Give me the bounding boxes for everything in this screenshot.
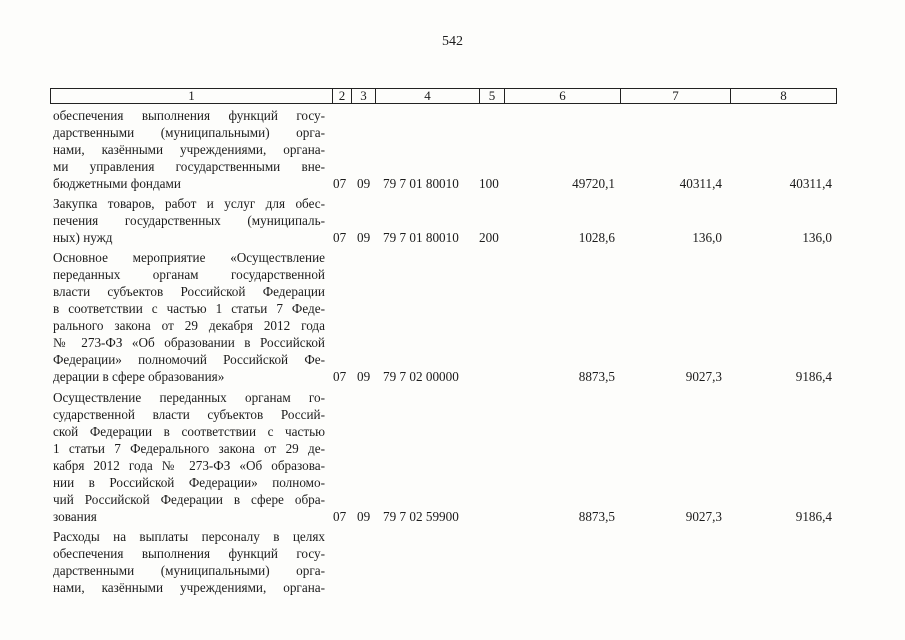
amount-col-7: 9027,3 [685, 509, 722, 524]
expense-type-code: 200 [479, 230, 499, 245]
text-line: дарственными (муниципальными) орга- [53, 563, 325, 578]
text-line: бюджетными фондами [53, 176, 181, 191]
amount-col-6: 49720,1 [572, 176, 615, 191]
section-code: 07 [333, 176, 347, 191]
text-line: обеспечения выполнения функций госу- [53, 546, 325, 561]
amount-col-6: 1028,6 [578, 230, 615, 245]
text-line: переданных органам государственной [53, 267, 325, 282]
header-cell-3: 3 [351, 88, 375, 104]
target-article-code: 79 7 01 80010 [383, 230, 459, 245]
text-line: в соответствии с частью 1 статьи 7 Феде- [53, 301, 325, 316]
amount-col-8: 136,0 [802, 230, 832, 245]
amount-col-7: 9027,3 [685, 369, 722, 384]
text-line: № 273-ФЗ «Об образовании в Российской [53, 335, 325, 350]
text-line: нами, казёнными учреждениями, органа- [53, 580, 325, 595]
text-line: власти субъектов Российской Федерации [53, 284, 325, 299]
text-line: Осуществление переданных органам го- [53, 390, 325, 405]
table-row-description [53, 195, 325, 246]
section-code: 07 [333, 230, 347, 245]
text-line: Расходы на выплаты персоналу в целях [53, 529, 325, 544]
section-code: 07 [333, 509, 347, 524]
table-row-description [53, 389, 325, 525]
table-row-description [53, 249, 325, 385]
text-line: Основное мероприятие «Осуществление [53, 250, 325, 265]
text-line: 1 статьи 7 Федерального закона от 29 де- [53, 441, 325, 456]
subsection-code: 09 [357, 230, 371, 245]
amount-col-8: 40311,4 [789, 176, 832, 191]
header-cell-2: 2 [332, 88, 351, 104]
amount-col-7: 136,0 [692, 230, 722, 245]
table-header [50, 88, 837, 104]
header-cell-6: 6 [504, 88, 620, 104]
text-line: зования [53, 509, 97, 524]
table-row-description [53, 107, 325, 192]
amount-col-7: 40311,4 [679, 176, 722, 191]
amount-col-6: 8873,5 [578, 509, 615, 524]
target-article-code: 79 7 02 00000 [383, 369, 459, 384]
text-line: чий Российской Федерации в сфере обра- [53, 492, 325, 507]
amount-col-6: 8873,5 [578, 369, 615, 384]
text-line: дерации в сфере образования» [53, 369, 225, 384]
amount-col-8: 9186,4 [795, 369, 832, 384]
amount-col-8: 9186,4 [795, 509, 832, 524]
subsection-code: 09 [357, 176, 371, 191]
text-line: ных) нужд [53, 230, 113, 245]
text-line: нии в Российской Федерации» полномо- [53, 475, 325, 490]
header-cell-4: 4 [375, 88, 479, 104]
section-code: 07 [333, 369, 347, 384]
text-line: ми управления государственными вне- [53, 159, 325, 174]
table-row-description [53, 528, 325, 596]
text-line: рального закона от 29 декабря 2012 года [53, 318, 325, 333]
text-line: дарственными (муниципальными) орга- [53, 125, 325, 140]
target-article-code: 79 7 01 80010 [383, 176, 459, 191]
page-number: 542 [442, 34, 463, 49]
text-line: сударственной власти субъектов Россий- [53, 407, 325, 422]
text-line: обеспечения выполнения функций госу- [53, 108, 325, 123]
text-line: Федерации» полномочий Российской Фе- [53, 352, 325, 367]
header-cell-7: 7 [620, 88, 730, 104]
text-line: Закупка товаров, работ и услуг для обес- [53, 196, 325, 211]
text-line: нами, казёнными учреждениями, органа- [53, 142, 325, 157]
subsection-code: 09 [357, 509, 371, 524]
header-cell-1: 1 [50, 88, 332, 104]
text-line: ской Федерации в соответствии с частью [53, 424, 325, 439]
header-cell-5: 5 [479, 88, 504, 104]
header-cell-8: 8 [730, 88, 837, 104]
target-article-code: 79 7 02 59900 [383, 509, 459, 524]
expense-type-code: 100 [479, 176, 499, 191]
text-line: кабря 2012 года № 273-ФЗ «Об образова- [53, 458, 325, 473]
text-line: печения государственных (муниципаль- [53, 213, 325, 228]
subsection-code: 09 [357, 369, 371, 384]
